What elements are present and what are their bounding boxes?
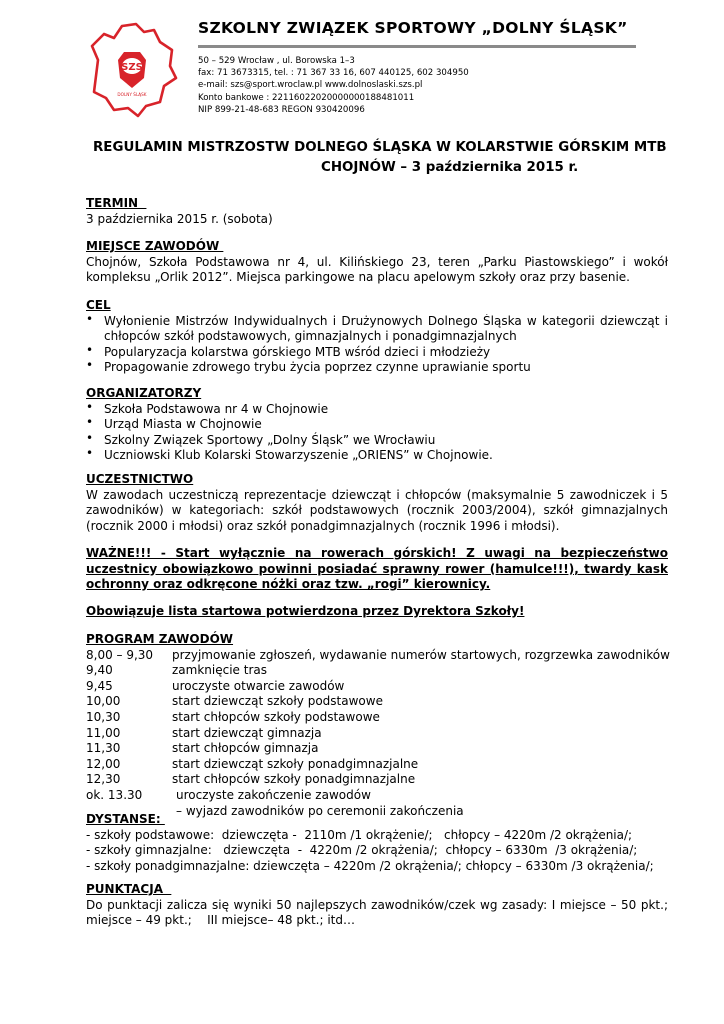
bullet-icon: • <box>86 446 94 461</box>
program-desc: zamknięcie tras <box>172 663 267 678</box>
organizator-2: Urząd Miasta w Chojnowie <box>104 417 262 432</box>
logo-subtext: DOLNY ŚLĄSK <box>117 92 147 97</box>
list-item <box>86 399 668 418</box>
program-desc: przyjmowanie zgłoszeń, wydawanie numerów startowych, rozgrzewka zawodników <box>172 647 670 662</box>
cel-item-2: Popularyzacja kolarstwa górskiego MTB wśród dzieci i młodzieży <box>104 344 491 359</box>
punktacja-line-2: miejsce – 49 pkt.; III miejsce– 48 pkt.; itd… <box>86 913 355 928</box>
table-row <box>86 788 668 804</box>
program-desc: uroczyste zakończenie zawodów <box>176 787 371 802</box>
wazne-line-1: WAŻNE!!! - Start wyłącznie na rowerach górskich! Z uwagi na bezpieczeństwo <box>86 546 668 560</box>
program-desc: – wyjazd zawodników po ceremonii zakończenia <box>176 803 464 818</box>
bullet-icon: • <box>86 311 94 326</box>
list-item <box>86 417 668 433</box>
miejsce-line-2: kompleksu „Orlik 2012”. Miejsca parkingowe na placu apelowym szkoły oraz przy basenie. <box>86 270 630 285</box>
uczestnictwo-line-3: (rocznik 2000 i młodsi) oraz szkół ponadgimnazjalnych (rocznik 1996 i młodsi). <box>86 518 560 533</box>
list-item <box>86 311 668 345</box>
contact-email: e-mail: szs@sport.wroclaw.pl www.dolnoslaski.szs.pl <box>198 80 423 91</box>
program-time: ok. 13.30 <box>86 787 143 802</box>
organizatorzy-heading: ORGANIZATORZY <box>86 386 202 400</box>
program-heading: PROGRAM ZAWODÓW <box>86 632 234 646</box>
dystanse-heading: DYSTANSE: <box>86 812 165 826</box>
table-row <box>86 710 668 726</box>
bullet-icon: • <box>86 430 94 445</box>
section-termin <box>86 196 668 227</box>
contact-bank-account: Konto bankowe : 22116022020000000188481011 <box>198 92 415 103</box>
dystanse-line-1: - szkoły podstawowe: dziewczęta - 2110m /1 okrążenie/; chłopcy – 4220m /2 okrążenia/; <box>86 827 633 842</box>
header-divider <box>198 45 636 48</box>
list-item <box>86 342 668 361</box>
uczestnictwo-line-1: W zawodach uczestniczą reprezentacje dziewcząt i chłopców (maksymalnie 5 zawodniczek i 5 <box>86 487 668 502</box>
list-item <box>86 430 668 449</box>
punktacja-heading: PUNKTACJA <box>86 882 172 896</box>
organizator-3: Szkolny Związek Sportowy „Dolny Śląsk” we Wrocławiu <box>104 432 436 447</box>
cel-item-1-line-2: chłopców szkół podstawowych, gimnazjalnych i ponadgimnazjalnych <box>104 329 517 344</box>
table-row <box>86 772 668 788</box>
program-time: 11,00 <box>86 725 121 740</box>
table-row <box>86 741 668 757</box>
section-wazne <box>86 546 668 593</box>
wazne-line-3: ochronny oraz odkręcone nóżki oraz tzw. „rogi” kierownicy. <box>86 577 491 592</box>
cel-heading: CEL <box>86 298 111 312</box>
program-desc: start chłopców szkoły podstawowe <box>172 709 380 724</box>
contact-phone: fax: 71 3673315, tel. : 71 367 33 16, 607 440125, 602 304950 <box>198 68 469 79</box>
organizator-4: Uczniowski Klub Kolarski Stowarzyszenie „ORIENS” w Chojnowie. <box>104 448 493 463</box>
program-time: 12,30 <box>86 772 121 787</box>
table-row <box>86 679 668 695</box>
program-time: 12,00 <box>86 756 121 771</box>
section-dystanse <box>86 812 668 874</box>
program-time: 10,00 <box>86 694 121 709</box>
table-row <box>86 726 668 742</box>
table-row <box>86 648 668 664</box>
section-organizatorzy <box>86 386 668 464</box>
section-lista <box>86 604 668 620</box>
bullet-icon: • <box>86 358 94 373</box>
miejsce-heading: MIEJSCE ZAWODÓW <box>86 239 224 253</box>
contact-address: 50 – 529 Wrocław , ul. Borowska 1–3 <box>198 56 355 66</box>
list-item <box>86 360 668 376</box>
section-miejsce <box>86 239 668 286</box>
lista-startowa-note: Obowiązuje lista startowa potwierdzona przez Dyrektora Szkoły! <box>86 604 525 618</box>
punktacja-line-1: Do punktacji zalicza się wyniki 50 najlepszych zawodników/czek wg zasady: I miejsce – 50 pkt.; <box>86 897 668 912</box>
cel-item-1-line-1: Wyłonienie Mistrzów Indywidualnych i Drużynowych Dolnego Śląska w kategorii dziewcząt i <box>104 313 668 328</box>
logo-text: SZS <box>121 62 143 73</box>
section-cel <box>86 298 668 376</box>
organization-name: SZKOLNY ZWIĄZEK SPORTOWY „DOLNY ŚLĄSK” <box>198 19 628 37</box>
bullet-icon: • <box>86 399 94 414</box>
document-title: REGULAMIN MISTRZOSTW DOLNEGO ŚLĄSKA W KOLARSTWIE GÓRSKIM MTB <box>93 140 667 155</box>
program-desc: start dziewcząt gimnazja <box>172 725 322 740</box>
contact-block <box>198 55 469 116</box>
cel-item-3: Propagowanie zdrowego trybu życia poprzez czynne uprawianie sportu <box>104 360 531 375</box>
uczestnictwo-line-2: zawodników) w kategoriach: szkół podstawowych (rocznik 2003/2004), szkół gimnazjalnych <box>86 503 668 518</box>
section-program <box>86 632 668 819</box>
table-row <box>86 757 668 773</box>
section-punktacja <box>86 882 668 929</box>
program-time: 8,00 – 9,30 <box>86 647 154 662</box>
bullet-icon: • <box>86 342 94 357</box>
bullet-icon: • <box>86 415 94 430</box>
program-desc: start chłopców szkoły ponadgimnazjalne <box>172 772 416 787</box>
program-time: 11,30 <box>86 741 121 756</box>
uczestnictwo-heading: UCZESTNICTWO <box>86 472 194 486</box>
document-subtitle: CHOJNÓW – 3 października 2015 r. <box>321 160 579 175</box>
wazne-line-2: uczestnicy obowiązkowo powinni posiadać sprawny rower (hamulce!!!), twardy kask <box>86 561 668 576</box>
miejsce-line-1: Chojnów, Szkoła Podstawowa nr 4, ul. Kilińskiego 23, teren „Parku Piastowskiego” i wokół <box>86 254 668 269</box>
program-desc: start dziewcząt szkoły ponadgimnazjalne <box>172 756 419 771</box>
program-desc: uroczyste otwarcie zawodów <box>172 678 345 693</box>
program-time: 9,40 <box>86 663 113 678</box>
program-desc: start chłopców gimnazja <box>172 741 319 756</box>
szs-logo <box>84 20 180 118</box>
program-time: 10,30 <box>86 709 121 724</box>
termin-heading: TERMIN <box>86 196 147 210</box>
dystanse-line-2: - szkoły gimnazjalne: dziewczęta - 4220m /2 okrążenia/; chłopcy – 6330m /3 okrążenia/; <box>86 843 638 858</box>
contact-nip-regon: NIP 899-21-48-683 REGON 930420096 <box>198 104 365 115</box>
program-desc: start dziewcząt szkoły podstawowe <box>172 694 383 709</box>
section-uczestnictwo <box>86 472 668 534</box>
dystanse-line-3: - szkoły ponadgimnazjalne: dziewczęta – 4220m /2 okrążenia/; chłopcy – 6330m /3 okrążenia/; <box>86 858 654 873</box>
organizator-1: Szkoła Podstawowa nr 4 w Chojnowie <box>104 401 329 416</box>
list-item <box>86 448 668 464</box>
termin-text: 3 października 2015 r. (sobota) <box>86 211 273 226</box>
program-time: 9,45 <box>86 678 113 693</box>
table-row <box>86 694 668 710</box>
table-row <box>86 663 668 679</box>
